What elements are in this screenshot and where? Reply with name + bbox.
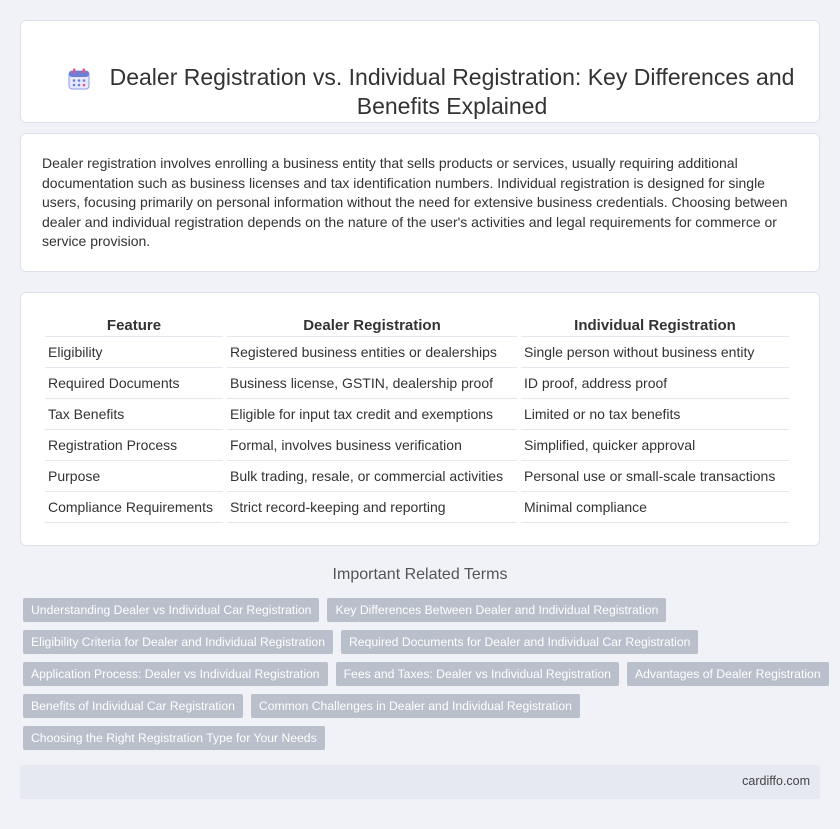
table-cell: Purpose <box>45 461 223 492</box>
table-cell: Business license, GSTIN, dealership proof <box>227 368 517 399</box>
table-cell: Personal use or small-scale transactions <box>521 461 789 492</box>
table-row <box>45 430 789 461</box>
footer <box>20 765 820 799</box>
table-cell: Minimal compliance <box>521 492 789 523</box>
table-row <box>45 492 789 523</box>
table-cell: Eligible for input tax credit and exemptions <box>227 399 517 430</box>
related-term-link[interactable]: Eligibility Criteria for Dealer and Individual Registration <box>23 630 333 654</box>
related-term-link[interactable]: Key Differences Between Dealer and Individual Registration <box>327 598 666 622</box>
table-cell: Registration Process <box>45 430 223 461</box>
table-row <box>45 461 789 492</box>
related-terms-list <box>23 598 823 758</box>
table-cell: Strict record-keeping and reporting <box>227 492 517 523</box>
table-cell: Required Documents <box>45 368 223 399</box>
column-header-dealer: Dealer Registration <box>227 317 517 337</box>
table-cell: ID proof, address proof <box>521 368 789 399</box>
related-term-link[interactable]: Fees and Taxes: Dealer vs Individual Registration <box>336 662 619 686</box>
table-cell: Limited or no tax benefits <box>521 399 789 430</box>
related-terms-title: Important Related Terms <box>332 566 508 583</box>
footer-site-link[interactable]: cardiffo.com <box>742 774 810 788</box>
table-cell: Compliance Requirements <box>45 492 223 523</box>
table-header-row <box>45 317 789 337</box>
page-title: Dealer Registration vs. Individual Registration: Key Differences and Benefits Explained <box>109 64 795 119</box>
title-card <box>20 20 820 123</box>
related-term-link[interactable]: Advantages of Dealer Registration <box>627 662 829 686</box>
table-cell: Formal, involves business verification <box>227 430 517 461</box>
table-row <box>45 399 789 430</box>
column-header-individual: Individual Registration <box>521 317 789 337</box>
comparison-table-card <box>20 292 820 546</box>
intro-paragraph: Dealer registration involves enrolling a business entity that sells products or services, usually requiring additional documentation such as business licenses and tax identification numbers. Individual registration is designed for single users, focusing primarily on personal information without the need for extensive business credentials. Choosing between dealer and individual registration depends on the nature of the user's activities and legal requirements for commerce or service provision. <box>42 155 788 249</box>
table-row <box>45 368 789 399</box>
related-term-link[interactable]: Required Documents for Dealer and Individual Car Registration <box>341 630 698 654</box>
related-term-link[interactable]: Choosing the Right Registration Type for Your Needs <box>23 726 325 750</box>
table-cell: Registered business entities or dealerships <box>227 337 517 368</box>
intro-card <box>20 133 820 272</box>
table-cell: Single person without business entity <box>521 337 789 368</box>
calendar-icon <box>68 68 90 90</box>
table-cell: Simplified, quicker approval <box>521 430 789 461</box>
table-cell: Eligibility <box>45 337 223 368</box>
related-term-link[interactable]: Application Process: Dealer vs Individual Registration <box>23 662 328 686</box>
table-cell: Bulk trading, resale, or commercial activities <box>227 461 517 492</box>
related-term-link[interactable]: Common Challenges in Dealer and Individual Registration <box>251 694 580 718</box>
comparison-table <box>41 317 793 523</box>
related-term-link[interactable]: Benefits of Individual Car Registration <box>23 694 243 718</box>
column-header-feature: Feature <box>45 317 223 337</box>
table-cell: Tax Benefits <box>45 399 223 430</box>
table-row <box>45 337 789 368</box>
related-term-link[interactable]: Understanding Dealer vs Individual Car Registration <box>23 598 319 622</box>
